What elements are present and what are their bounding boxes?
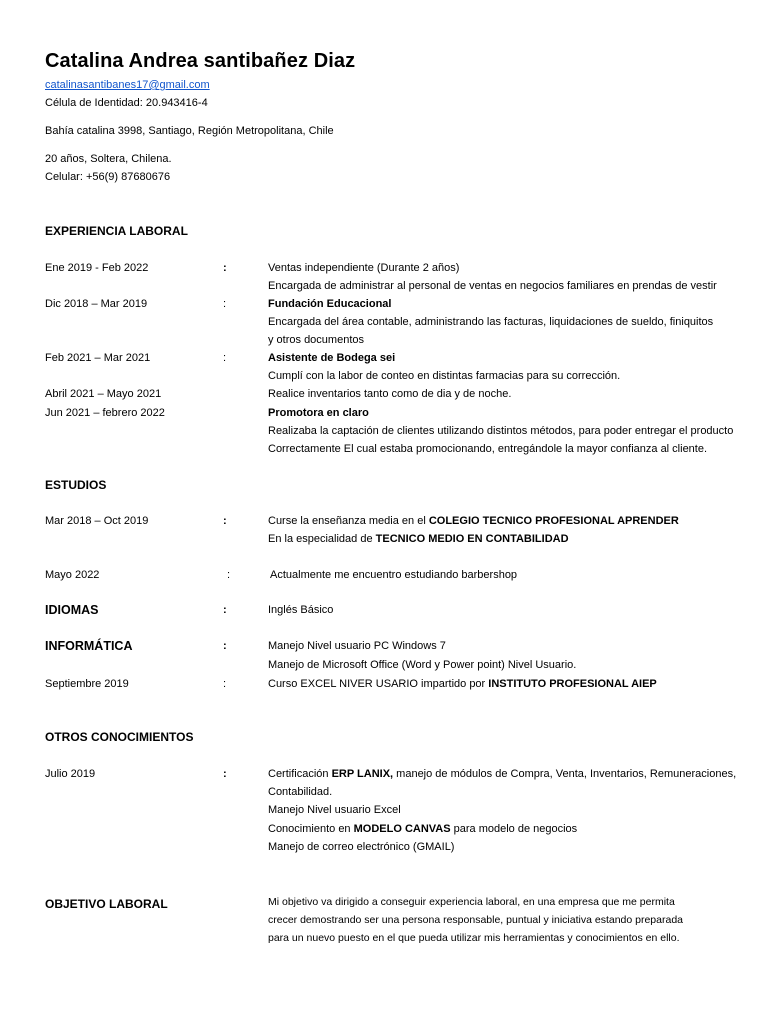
experience-row: [0, 349, 768, 367]
computing-text: Manejo de Microsoft Office (Word y Power point) Nivel Usuario.: [268, 659, 577, 671]
languages-text: Inglés Básico: [268, 604, 334, 616]
experience-text: Ventas independiente (Durante 2 años): [268, 262, 460, 274]
experience-row: [0, 404, 768, 422]
experience-date: Abril 2021 – Mayo 2021: [45, 388, 162, 400]
other-text: [268, 820, 577, 838]
studies-date: Mar 2018 – Oct 2019: [45, 515, 149, 527]
objective-heading: OBJETIVO LABORAL: [45, 897, 168, 911]
specialty-name: TECNICO MEDIO EN CONTABILIDAD: [375, 533, 569, 545]
objective-text: Mi objetivo va dirigido a conseguir experiencia laboral, en una empresa que me permita: [268, 896, 675, 908]
studies-row: [0, 566, 768, 584]
separator-colon: :: [223, 515, 227, 527]
studies-heading: ESTUDIOS: [45, 478, 107, 492]
experience-text: Promotora en claro: [268, 407, 369, 419]
other-text-plain: Conocimiento en: [268, 823, 354, 835]
experience-row: [0, 295, 768, 313]
computing-text-plain: Curso EXCEL NIVER USARIO impartido por: [268, 678, 489, 690]
separator-colon: :: [223, 262, 227, 274]
experience-text: Cumplí con la labor de conteo en distintas farmacias para su corrección.: [268, 370, 621, 382]
other-row: [0, 838, 768, 856]
separator-colon: :: [223, 678, 227, 690]
experience-text: Realice inventarios tanto como de dia y de noche.: [268, 388, 512, 400]
personal-info: 20 años, Soltera, Chilena.: [45, 153, 172, 165]
canvas-model-name: MODELO CANVAS: [353, 823, 451, 835]
other-text-plain: manejo de módulos de Compra, Venta, Inventarios, Remuneraciones,: [393, 768, 737, 780]
experience-date: Feb 2021 – Mar 2021: [45, 352, 151, 364]
experience-row: [0, 422, 768, 440]
experience-date: Dic 2018 – Mar 2019: [45, 298, 148, 310]
other-text: [268, 765, 736, 783]
separator-colon: :: [223, 604, 227, 616]
experience-row: [0, 331, 768, 349]
experience-text: Realizaba la captación de clientes utilizando distintos métodos, para poder entregar el producto: [268, 425, 734, 437]
computing-date: Septiembre 2019: [45, 678, 129, 690]
studies-text: [268, 512, 679, 530]
experience-row: [0, 259, 768, 277]
other-row: [0, 783, 768, 801]
studies-row: [0, 512, 768, 530]
experience-row: [0, 385, 768, 403]
other-text-plain: Certificación: [268, 768, 332, 780]
other-row: [0, 801, 768, 819]
experience-row: [0, 440, 768, 458]
computing-row: [0, 675, 768, 693]
experience-date: Ene 2019 - Feb 2022: [45, 262, 149, 274]
experience-heading: EXPERIENCIA LABORAL: [45, 224, 188, 238]
candidate-name: Catalina Andrea santibañez Diaz: [45, 50, 356, 72]
separator-colon: :: [227, 569, 231, 581]
objective-text: crecer demostrando ser una persona responsable, puntual y iniciativa estando preparada: [268, 914, 684, 926]
address: Bahía catalina 3998, Santiago, Región Metropolitana, Chile: [45, 125, 334, 137]
experience-text: y otros documentos: [268, 334, 364, 346]
experience-row: [0, 367, 768, 385]
studies-date: Mayo 2022: [45, 569, 100, 581]
languages-heading: IDIOMAS: [45, 603, 99, 617]
experience-text: Asistente de Bodega sei: [268, 352, 396, 364]
experience-row: [0, 277, 768, 295]
separator-colon: :: [223, 352, 227, 364]
experience-date: Jun 2021 – febrero 2022: [45, 407, 165, 419]
other-knowledge-heading: OTROS CONOCIMIENTOS: [45, 730, 194, 744]
school-name: COLEGIO TECNICO PROFESIONAL APRENDER: [428, 515, 679, 527]
studies-row: [0, 530, 768, 548]
institute-name: INSTITUTO PROFESIONAL AIEP: [488, 678, 657, 690]
other-text: Contabilidad.: [268, 786, 333, 798]
experience-row: [0, 313, 768, 331]
studies-text-plain: Curse la enseñanza media en el: [268, 515, 429, 527]
separator-colon: :: [223, 640, 227, 652]
id-number: Célula de Identidad: 20.943416-4: [45, 97, 208, 109]
objective-line: [0, 929, 768, 947]
experience-text: Correctamente El cual estaba promocionando, entregándole la mayor confianza al cliente.: [268, 443, 708, 455]
other-row: [0, 765, 768, 783]
email-link[interactable]: catalinasantibanes17@gmail.com: [45, 79, 210, 91]
objective-text: para un nuevo puesto en el que pueda utilizar mis herramientas y conocimientos en ello.: [268, 932, 680, 944]
computing-text: [268, 675, 657, 693]
erp-name: ERP LANIX,: [331, 768, 394, 780]
separator-colon: :: [223, 768, 227, 780]
computing-text: Manejo Nivel usuario PC Windows 7: [268, 640, 446, 652]
experience-text: Encargada de administrar al personal de ventas en negocios familiares en prendas de vestir: [268, 280, 717, 292]
languages-row: [0, 601, 768, 619]
studies-text-plain: En la especialidad de: [268, 533, 376, 545]
computing-row: [0, 656, 768, 674]
experience-text: Encargada del área contable, administrando las facturas, liquidaciones de sueldo, finiquitos: [268, 316, 714, 328]
other-row: [0, 820, 768, 838]
objective-line: [0, 911, 768, 929]
other-date: Julio 2019: [45, 768, 96, 780]
studies-text: [268, 530, 569, 548]
objective-line: [0, 893, 768, 911]
computing-heading: INFORMÁTICA: [45, 639, 133, 653]
other-text: Manejo de correo electrónico (GMAIL): [268, 841, 455, 853]
experience-text: Fundación Educacional: [268, 298, 392, 310]
phone-number: Celular: +56(9) 87680676: [45, 171, 171, 183]
separator-colon: :: [223, 298, 227, 310]
other-text: Manejo Nivel usuario Excel: [268, 804, 401, 816]
computing-row: [0, 637, 768, 655]
other-text-plain: para modelo de negocios: [450, 823, 578, 835]
studies-text: Actualmente me encuentro estudiando barbershop: [270, 569, 518, 581]
